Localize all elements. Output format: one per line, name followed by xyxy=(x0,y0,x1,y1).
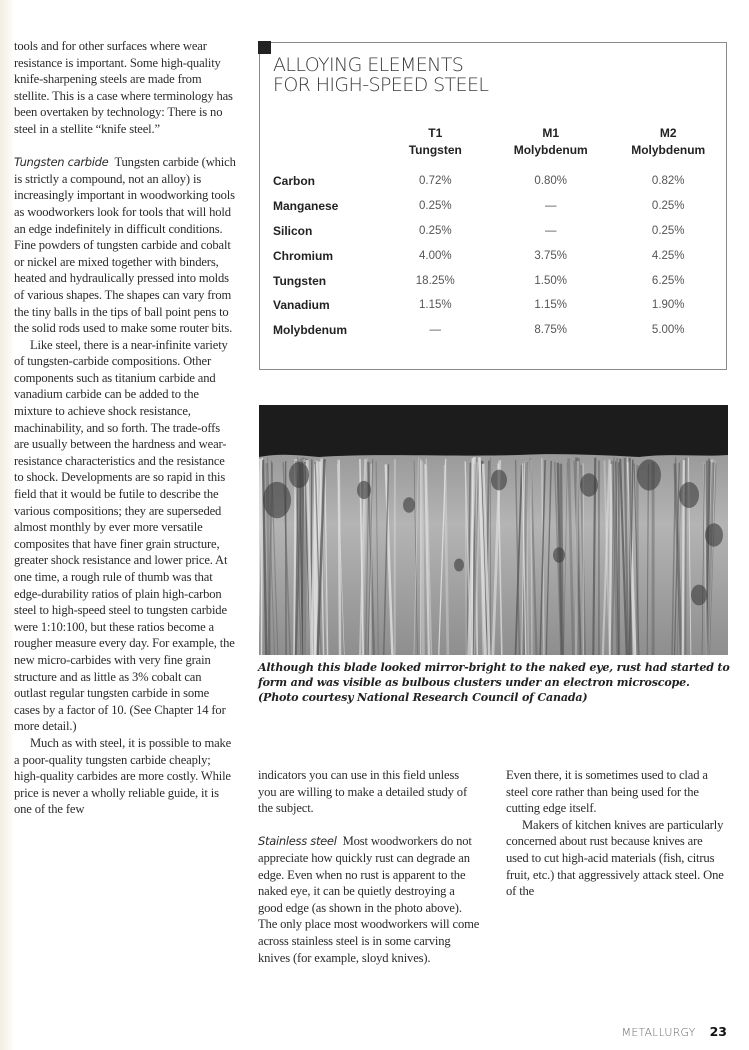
rust-cluster xyxy=(263,482,291,518)
alloying-elements-table-box xyxy=(259,42,727,370)
paragraph-clad: Even there, it is sometimes used to clad a steel core rather than being used for the cutting edge itself. xyxy=(506,768,708,816)
table-row xyxy=(260,293,726,318)
table-title-line-2: FOR HIGH-SPEED STEEL xyxy=(273,74,489,96)
value-m2: 0.82% xyxy=(651,175,685,188)
middle-text-column xyxy=(258,767,480,966)
caption-text: Although this blade looked mirror-bright to the naked eye, rust had started to form and was visible as bulbous clusters under an electron microscope. xyxy=(258,661,730,689)
value-m1: — xyxy=(544,200,557,213)
header-m2 xyxy=(610,125,726,169)
electron-microscope-photo xyxy=(259,405,728,655)
value-m2: 1.90% xyxy=(651,299,685,312)
table-row xyxy=(260,169,726,194)
element-name: Molybdenum xyxy=(273,323,347,338)
element-name: Silicon xyxy=(273,223,313,238)
paragraph-tungsten-carbide xyxy=(14,154,236,337)
rust-cluster xyxy=(454,559,464,572)
header-m1 xyxy=(491,125,610,169)
value-m1: 8.75% xyxy=(534,324,568,337)
table-title-line-1: ALLOYING ELEMENTS xyxy=(273,54,464,76)
value-t1: 4.00% xyxy=(418,249,452,262)
header-code: T1 xyxy=(428,126,443,140)
caption-credit: (Photo courtesy National Research Council of Canada) xyxy=(258,691,588,704)
texture-streak xyxy=(339,460,340,655)
rust-cluster xyxy=(491,470,507,491)
paragraph-quality: Much as with steel, it is possible to make a poor-quality tungsten carbide cheaply; high-quality carbides are more costly. While price is never a wholly reliable guide, it is one of the few xyxy=(14,735,232,817)
table-row xyxy=(260,318,726,343)
element-name: Manganese xyxy=(273,199,339,214)
value-t1: 0.25% xyxy=(418,224,452,237)
paragraph-text: Tungsten carbide (which is strictly a compound, not an alloy) is increasingly important in woodworking tools as woodworkers look for tools that will hold an edge indefinitely in difficult conditions. Fine powders of tungsten carbide and cobalt or nickel are mixed together with binders, heated and hydraulically pressed into molds of various shapes. The shapes can vary from the tiny balls in the tips of ball point pens to the solid rods used to make some router bits. xyxy=(14,155,236,336)
header-name: Molybdenum xyxy=(631,143,706,157)
paragraph-stellite: tools and for other surfaces where wear resistance is important. Some high-quality knife-sharpening steels are made from stellite. This is a case where terminology has been overtaken by technology: There is no steel in a stellite “knife steel.” xyxy=(14,39,233,136)
element-name: Tungsten xyxy=(273,273,327,288)
running-section-title: METALLURGY xyxy=(621,1026,696,1039)
alloy-table xyxy=(260,125,726,343)
right-text-column xyxy=(506,767,728,900)
value-m1: 0.80% xyxy=(534,175,568,188)
header-t1 xyxy=(380,125,491,169)
header-code: M2 xyxy=(659,126,677,140)
paragraph-stainless-steel xyxy=(258,833,480,966)
rust-cluster xyxy=(705,523,723,546)
rust-cluster xyxy=(637,459,661,490)
value-m2: 0.25% xyxy=(651,224,685,237)
page-gutter-shadow xyxy=(0,0,14,1050)
rust-cluster xyxy=(580,473,598,496)
value-m2: 4.25% xyxy=(651,249,685,262)
element-name: Chromium xyxy=(273,248,333,263)
runin-heading-tungsten-carbide: Tungsten carbide xyxy=(14,155,109,170)
header-name: Tungsten xyxy=(408,143,462,157)
value-m2: 5.00% xyxy=(651,324,685,337)
rust-cluster xyxy=(679,482,699,508)
texture-streak xyxy=(619,462,620,655)
value-t1: 0.25% xyxy=(418,200,452,213)
table-header-row xyxy=(260,125,726,169)
value-t1: 18.25% xyxy=(415,274,455,287)
texture-streak xyxy=(531,459,532,655)
page-footer xyxy=(622,1024,727,1039)
value-m1: 3.75% xyxy=(534,249,568,262)
blade-edge-image xyxy=(259,405,728,655)
paragraph-indicators: indicators you can use in this field unless you are willing to make a detailed study of the subject. xyxy=(258,768,467,816)
rust-cluster xyxy=(357,481,371,499)
value-m1: 1.15% xyxy=(534,299,568,312)
element-name: Vanadium xyxy=(273,298,330,313)
value-t1: — xyxy=(429,324,442,337)
photo-caption xyxy=(258,660,738,705)
value-t1: 1.15% xyxy=(418,299,452,312)
page-number: 23 xyxy=(709,1024,727,1039)
texture-streak xyxy=(610,464,611,655)
rust-cluster xyxy=(691,585,707,606)
texture-streak xyxy=(422,461,424,655)
paragraph-kitchen-knives: Makers of kitchen knives are particularly concerned about rust because knives are used to cut high-acid materials (fish, citrus fruit, etc.) that aggressively attack steel. One of the xyxy=(506,817,724,899)
header-code: M1 xyxy=(542,126,560,140)
runin-heading-stainless-steel: Stainless steel xyxy=(258,834,337,849)
table-row xyxy=(260,219,726,244)
value-m1: — xyxy=(544,224,557,237)
value-m1: 1.50% xyxy=(534,274,568,287)
paragraph-text: Most woodworkers do not appreciate how quickly rust can degrade an edge. Even when no rust is apparent to the naked eye, it can be quietly destroying a good edge (as shown in the photo above). The only place most woodworkers will come across stainless steel is in some carving knives (for example, sloyd knives). xyxy=(258,834,480,965)
value-m2: 0.25% xyxy=(651,200,685,213)
left-text-column xyxy=(14,38,236,818)
corner-marker xyxy=(258,41,271,54)
table-title xyxy=(273,55,488,95)
header-name: Molybdenum xyxy=(513,143,588,157)
table-row xyxy=(260,194,726,219)
rust-cluster xyxy=(289,462,309,488)
element-name: Carbon xyxy=(273,174,315,189)
table-row xyxy=(260,268,726,293)
value-t1: 0.72% xyxy=(418,175,452,188)
rust-cluster xyxy=(553,547,565,563)
table-row xyxy=(260,243,726,268)
rust-cluster xyxy=(403,497,415,513)
paragraph-compositions: Like steel, there is a near-infinite variety of tungsten-carbide compositions. Other components such as titanium carbide and vanadium carbide can be added to the mixture to achieve shock resistance, machinability, and so forth. The trade-offs are usually between the hardness and wear-resistance characteristics and the resistance to shock. Developments are so rapid in this field that it would be futile to describe the various compositions; they are superseded almost monthly by ever more versatile composites that have finer grain structure, greater shock resistance and lower price. At one time, a rough rule of thumb was that edge-durability ratios of plain high-carbon steel to high-speed steel to tungsten carbide were 1:10:100, but these ratios become a rougher measure every day. For example, the new micro-carbides with very fine grain structure and as little as 3% cobalt can outlast regular tungsten carbide in some cases by a factor of 10. (See Chapter 14 for more detail.) xyxy=(14,337,235,734)
value-m2: 6.25% xyxy=(651,274,685,287)
header-empty xyxy=(260,125,380,169)
